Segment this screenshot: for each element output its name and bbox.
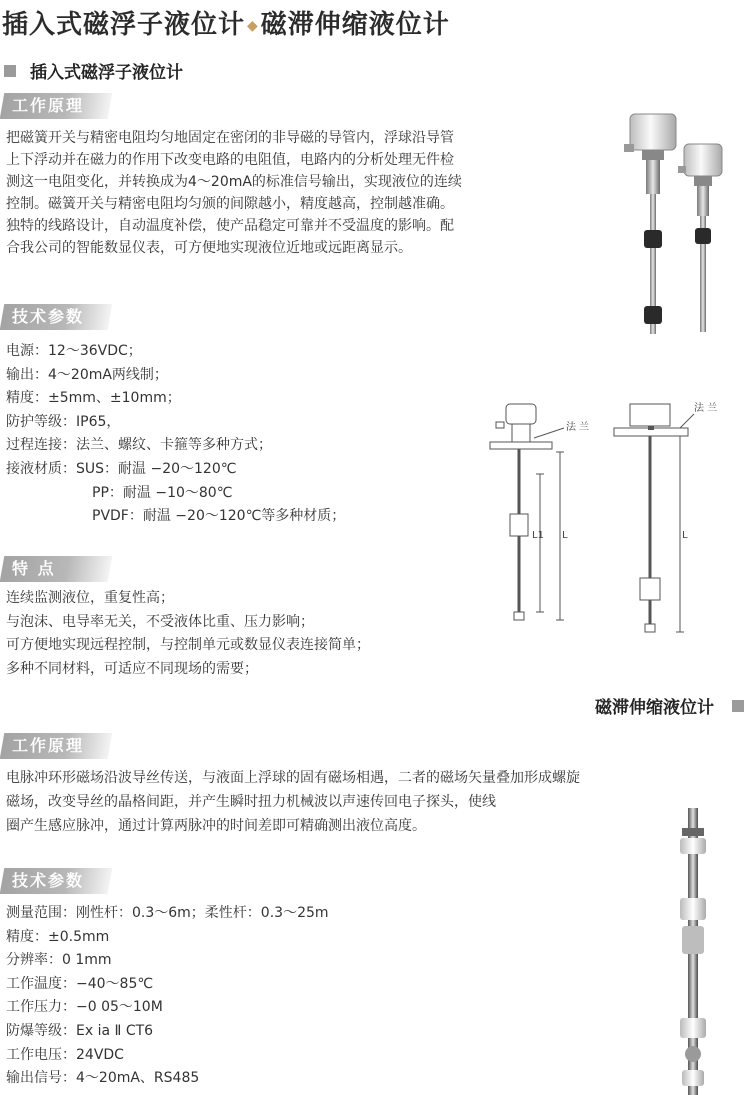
principle-line: 合我公司的智能数显仪表，可方便地实现液位近地或远距离显示。: [6, 240, 412, 256]
section1-heading: [4, 58, 183, 83]
param-line: 分辨率：0 1mm: [6, 952, 112, 969]
params-tag: 技术参数: [0, 304, 112, 330]
param-line: 防爆等级：Ex ia Ⅱ CT6: [6, 1022, 154, 1039]
param-line: PVDF：耐温 −20～120℃等多种材质；: [92, 508, 346, 525]
flange-label-right: 法 兰: [694, 403, 718, 414]
magnetostrictive-probe-photo: [668, 808, 718, 1095]
param-line: 电源：12～36VDC；: [6, 343, 142, 359]
params-tag-2: 技术参数: [0, 868, 112, 894]
section2-heading: [595, 693, 744, 718]
principle-line: 上下浮动并在磁力的作用下改变电路的电阻值，电路内的分析处理无件检: [6, 152, 454, 168]
section1-heading-text: 插入式磁浮子液位计: [30, 63, 183, 83]
square-bullet-icon: [732, 700, 744, 712]
param-line: 工作电压：24VDC: [6, 1046, 124, 1063]
principle-line: 控制。磁簧开关与精密电阻均匀颁的间隙越小，精度越高，控制越准确。: [6, 196, 454, 212]
param-line: 精度：±0.5mm: [6, 928, 110, 945]
dim-l-right-label: L: [682, 530, 688, 541]
features-list: [6, 587, 370, 681]
title-separator-icon: ◆: [247, 17, 259, 34]
principle-tag-2: 工作原理: [0, 733, 112, 759]
param-line: 精度：±5mm、±10mm；: [6, 390, 181, 407]
principle-tag: 工作原理: [0, 93, 112, 119]
feature-line: 可方便地实现远程控制，与控制单元或数显仪表连接简单；: [6, 637, 370, 654]
param-line: 输出信号：4～20mA、RS485: [6, 1070, 200, 1087]
principle-line: 电脉冲环形磁场沿波导丝传送，与液面上浮球的固有磁场相遇，二者的磁场矢量叠加形成螺旋: [6, 770, 580, 786]
dim-l-label: L: [562, 530, 568, 541]
principle-line: 磁场，改变导丝的晶格间距，并产生瞬时扭力机械波以声速传回电子探头，使线: [6, 794, 496, 810]
principle-line: 独特的线路设计，自动温度补偿，使产品稳定可靠并不受温度的影响。配: [6, 218, 454, 234]
param-line: 输出：4～20mA两线制；: [6, 366, 168, 383]
param-line: PP：耐温 −10～80℃: [92, 484, 233, 501]
feature-line: 连续监测液位，重复性高；: [6, 590, 174, 606]
section2-heading-text: 磁滞伸缩液位计: [595, 698, 714, 718]
param-line: 过程连接：法兰、螺纹、卡箍等多种方式；: [6, 437, 272, 454]
param-line: 接液材质：SUS：耐温 −20～120℃: [6, 460, 237, 477]
feature-line: 多种不同材料，可适应不同现场的需要；: [6, 660, 258, 677]
title-right: 磁滞伸缩液位计: [260, 10, 450, 40]
feature-line: 与泡沫、电导率无关，不受液体比重、压力影响；: [6, 613, 314, 630]
dim-l1-label: L1: [532, 530, 544, 541]
flange-label-left: 法 兰: [566, 422, 590, 433]
principle-line: 把磁簧开关与精密电阻均匀地固定在密闭的非导磁的导管内，浮球沿导管: [6, 130, 454, 146]
params-list: [6, 340, 345, 529]
principle-line: 测这一电阻变化，并转换成为4～20mA的标准信号输出，实现液位的连续: [6, 174, 462, 190]
features-tag: 特 点: [0, 556, 112, 582]
param-line: 工作压力：−0 05～10M: [6, 999, 163, 1016]
param-line: 防护等级：IP65，: [6, 413, 121, 430]
page-title: [2, 4, 450, 41]
param-line: 工作温度：−40～85℃: [6, 975, 154, 992]
principle-paragraph: [6, 127, 606, 259]
square-bullet-icon: [4, 65, 16, 77]
insertion-probe-photo: [618, 110, 748, 340]
principle-line: 圈产生感应脉冲，通过计算两脉冲的时间差即可精确测出液位高度。: [6, 818, 426, 834]
principle-paragraph-2: [6, 766, 750, 838]
param-line: 测量范围：刚性杆：0.3～6m；柔性杆：0.3～25m: [6, 905, 329, 921]
dimension-drawing: [484, 398, 750, 648]
title-left: 插入式磁浮子液位计: [2, 10, 246, 40]
params-list-2: [6, 902, 329, 1091]
